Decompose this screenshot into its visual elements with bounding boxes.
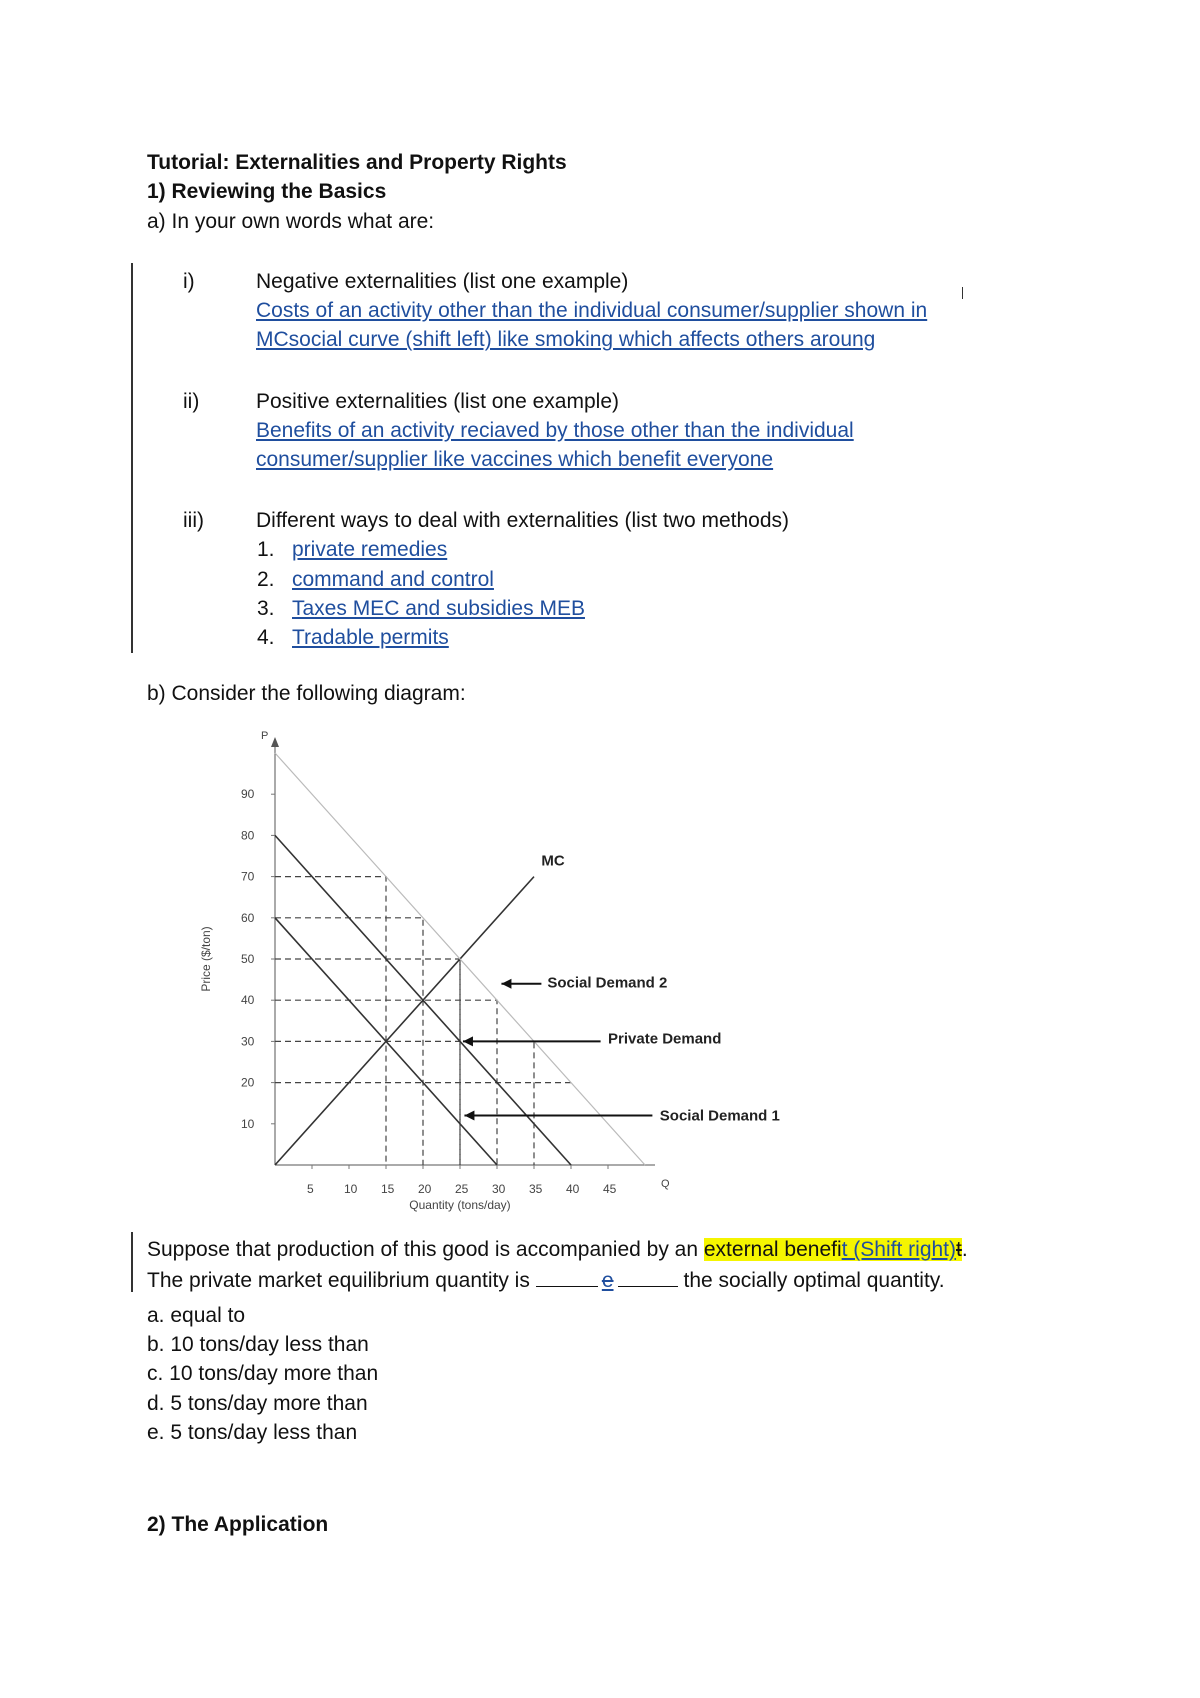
answer-line: Costs of an activity other than the individual consumer/supplier shown in bbox=[256, 299, 928, 322]
x-tick-label: 25 bbox=[455, 1182, 469, 1196]
revision-bar bbox=[131, 263, 133, 653]
y-tick-label: 80 bbox=[241, 828, 255, 843]
question-text: Suppose that production of this good is accompanied by an bbox=[147, 1238, 704, 1261]
x-tick-label: 30 bbox=[492, 1182, 506, 1196]
section-heading: 1) Reviewing the Basics bbox=[147, 180, 387, 203]
method-answer: Tradable permits bbox=[292, 626, 449, 649]
externality-chart bbox=[185, 715, 815, 1215]
struck-text: t bbox=[956, 1238, 962, 1261]
highlighted-text: external benefi bbox=[703, 1238, 842, 1261]
inserted-answer: t (Shift right) bbox=[841, 1238, 957, 1261]
guide-line bbox=[275, 877, 386, 1165]
question-text: the socially optimal quantity. bbox=[677, 1269, 945, 1292]
social-demand-1-label: Social Demand 1 bbox=[659, 1107, 780, 1125]
option-item: a. equal to bbox=[147, 1304, 246, 1327]
question-line-1 bbox=[147, 1237, 968, 1263]
y-tick-label: 70 bbox=[241, 869, 255, 884]
y-tick-label: 60 bbox=[241, 910, 255, 925]
method-answer: command and control bbox=[292, 568, 494, 591]
method-answer: Taxes MEC and subsidies MEB bbox=[292, 597, 585, 620]
item-prompt: Negative externalities (list one example) bbox=[256, 270, 629, 293]
blank-underline bbox=[536, 1266, 598, 1287]
fill-answer: e bbox=[601, 1269, 614, 1292]
item-roman: iii) bbox=[183, 509, 204, 532]
question-a: a) In your own words what are: bbox=[147, 210, 435, 233]
option-item: c. 10 tons/day more than bbox=[147, 1362, 379, 1385]
mc-label: MC bbox=[541, 852, 565, 870]
guide-line bbox=[275, 1041, 534, 1165]
x-axis-label: Quantity (tons/day) bbox=[409, 1198, 511, 1212]
y-tick-label: 90 bbox=[241, 787, 255, 802]
revision-bar bbox=[131, 1232, 133, 1292]
section-heading: 2) The Application bbox=[147, 1513, 329, 1536]
series-line-mc bbox=[275, 877, 534, 1165]
x-tick-label: 45 bbox=[603, 1182, 617, 1196]
y-tick-label: 10 bbox=[241, 1116, 255, 1131]
x-tick-label: 20 bbox=[418, 1182, 432, 1196]
x-tick-label: 10 bbox=[344, 1182, 358, 1196]
social-demand-2-arrowhead bbox=[501, 979, 511, 989]
x-tick-label: 35 bbox=[529, 1182, 543, 1196]
y-axis-arrow bbox=[271, 737, 279, 747]
question-text: The private market equilibrium quantity is bbox=[147, 1269, 536, 1292]
x-tick-label: 5 bbox=[307, 1182, 314, 1196]
method-number: 1. bbox=[257, 538, 275, 561]
x-tick-label: 15 bbox=[381, 1182, 395, 1196]
question-line-2 bbox=[147, 1266, 945, 1294]
question-b: b) Consider the following diagram: bbox=[147, 682, 466, 705]
y-axis-title: P bbox=[261, 730, 269, 742]
x-axis-title: Q bbox=[661, 1178, 670, 1190]
item-roman: ii) bbox=[183, 390, 200, 413]
answer-line: Benefits of an activity reciaved by those other than the individual bbox=[256, 419, 854, 442]
x-tick-label: 40 bbox=[566, 1182, 580, 1196]
method-number: 4. bbox=[257, 626, 275, 649]
social-demand-2-label: Social Demand 2 bbox=[547, 974, 668, 992]
private-demand-arrowhead bbox=[463, 1036, 473, 1046]
item-roman: i) bbox=[183, 270, 195, 293]
option-item: e. 5 tons/day less than bbox=[147, 1421, 358, 1444]
page-title: Tutorial: Externalities and Property Rights bbox=[147, 151, 567, 174]
y-tick-label: 50 bbox=[241, 952, 255, 966]
y-axis-label: Price ($/ton) bbox=[199, 926, 213, 992]
method-answer: private remedies bbox=[292, 538, 448, 561]
y-tick-label: 20 bbox=[241, 1075, 255, 1090]
period-text: . bbox=[961, 1238, 968, 1261]
method-number: 3. bbox=[257, 597, 275, 620]
y-tick-label: 30 bbox=[241, 1034, 255, 1049]
item-prompt: Different ways to deal with externalities (list two methods) bbox=[256, 509, 789, 532]
answer-line: consumer/supplier like vaccines which benefit everyone bbox=[256, 448, 774, 471]
private-demand-label: Private Demand bbox=[608, 1030, 722, 1048]
option-item: d. 5 tons/day more than bbox=[147, 1392, 368, 1415]
text-cursor bbox=[962, 287, 963, 299]
social-demand-1-arrowhead bbox=[464, 1111, 474, 1121]
method-number: 2. bbox=[257, 568, 275, 591]
blank-underline bbox=[618, 1266, 678, 1287]
y-tick-label: 40 bbox=[241, 993, 255, 1008]
answer-line: MCsocial curve (shift left) like smoking which affects others aroung bbox=[256, 328, 876, 351]
item-prompt: Positive externalities (list one example) bbox=[256, 390, 619, 413]
option-item: b. 10 tons/day less than bbox=[147, 1333, 369, 1356]
